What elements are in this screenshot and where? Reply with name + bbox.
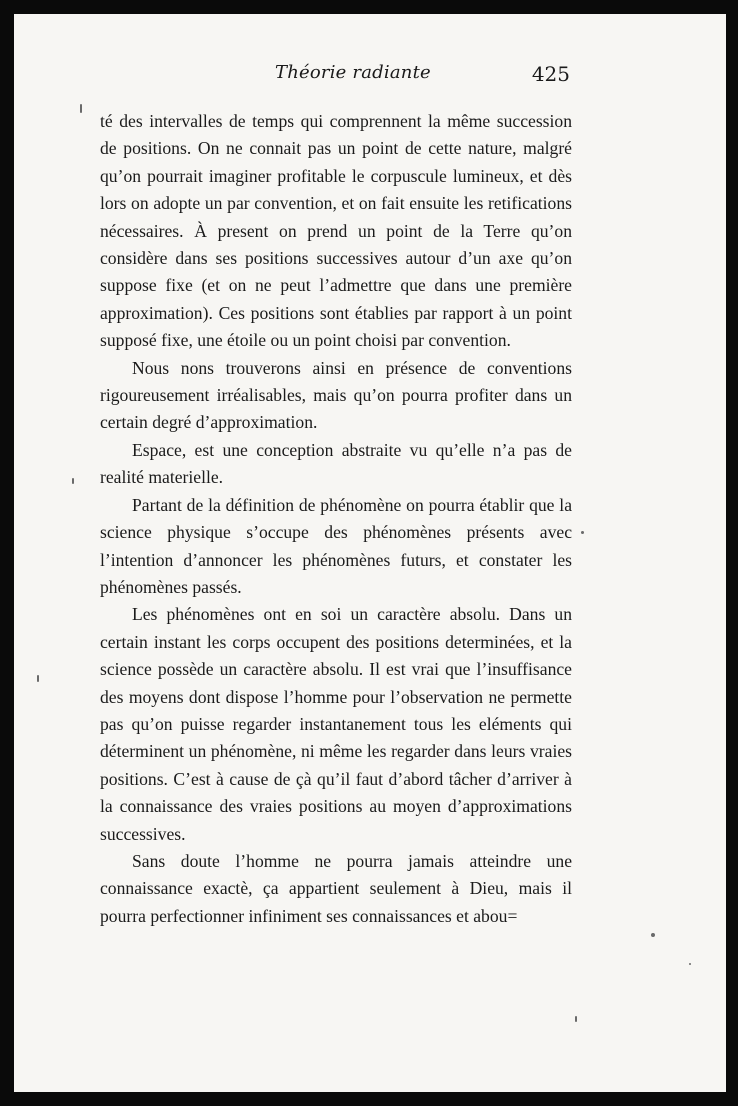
paper-speck xyxy=(80,104,82,113)
paper-speck xyxy=(72,478,74,484)
running-title: Théorie radiante xyxy=(275,62,431,83)
paper-speck xyxy=(37,675,39,682)
paper-speck xyxy=(575,1016,577,1022)
paper-speck xyxy=(581,531,584,534)
paragraph-1: té des intervalles de temps qui comprennent la même succession de positions. On ne connait pas un point de cette nature, malgré qu’on pourrait imaginer profitable le corpuscule lumineux, et dès lors on adopte un par convention, et on fait ensuite les retifications nécessaires. À present on prend un point de la Terre qu’on considère dans ses positions successives autour d’un axe qu’on suppose fixe (et on ne peut l’admettre que dans une première approximation). Ces positions sont établies par rapport à un point supposé fixe, une étoile ou un point choisi par convention. xyxy=(100,111,572,351)
paper-speck xyxy=(651,933,655,937)
page-number: 425 xyxy=(531,62,570,86)
paragraph-6: Sans doute l’homme ne pourra jamais atteindre une connaissance exactè, ça appartient seulement à Dieu, mais il pourra perfectionner infiniment ses connaissances et abou= xyxy=(100,850,572,926)
paragraph-3: Espace, est une conception abstraite vu qu’elle n’a pas de realité materielle. xyxy=(100,439,572,488)
paragraph-2: Nous nons trouverons ainsi en présence de conventions rigoureusement irréalisables, mais qu’on pourra profiter dans un certain degré d’approximation. xyxy=(100,357,572,433)
paragraph-5: Les phénomènes ont en soi un caractère absolu. Dans un certain instant les corps occupent des positions determinées, et la science possède un caractère absolu. Il est vrai que l’insuffisance des moyens dont dispose l’homme pour l’observation ne permette pas qu’on puisse regarder instantanement tous les eléments qui déterminent un phénomène, ni même les regarder dans leurs vraies positions. C’est à cause de çà qu’il faut d’abord tâcher d’arriver à la connaissance des vraies positions au moyen d’approximations successives. xyxy=(100,604,572,844)
paper-speck xyxy=(689,963,691,965)
running-head xyxy=(100,58,572,88)
paragraph-4: Partant de la définition de phénomène on pourra établir que la science physique s’occupe des phénomènes présents avec l’intention d’annoncer les phénomènes futurs, et constater les phénomènes passés. xyxy=(100,494,572,597)
body-text xyxy=(100,108,572,930)
